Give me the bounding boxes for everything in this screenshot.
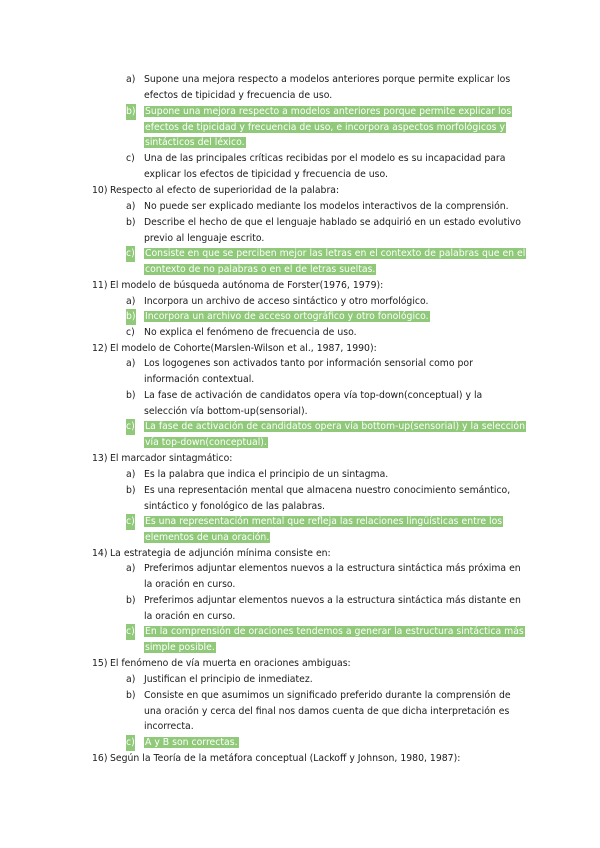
option-label: c): [126, 624, 135, 640]
answer-option: [126, 561, 526, 592]
option-label: c): [126, 419, 135, 435]
question: [92, 451, 522, 467]
question-text: Según la Teoría de la metáfora conceptual (Lackoff y Johnson, 1980, 1987):: [110, 753, 461, 764]
option-text: Supone una mejora respecto a modelos anteriores porque permite explicar los efectos de tipicidad y frecuencia de uso.: [144, 74, 511, 101]
option-label: a): [126, 74, 136, 85]
option-text: Es una representación mental que refleja las relaciones lingüísticas entre los elementos de una oración.: [145, 516, 503, 543]
option-label: b): [126, 217, 136, 228]
option-label: c): [126, 735, 135, 751]
option-label: b): [126, 104, 136, 120]
option-text: Describe el hecho de que el lenguaje hablado se adquirió en un estado evolutivo previo al lenguaje escrito.: [144, 217, 521, 244]
answer-option: [126, 388, 526, 419]
question-text: El fenómeno de vía muerta en oraciones ambiguas:: [110, 658, 351, 669]
answer-option: [126, 672, 526, 688]
option-label: c): [126, 327, 135, 338]
option-label: b): [126, 595, 136, 606]
answer-option: [126, 151, 526, 182]
option-text: Supone una mejora respecto a modelos anteriores porque permite explicar los efectos de tipicidad y frecuencia de uso, e incorpora aspectos morfológicos y sintácticos del léxico.: [145, 106, 512, 149]
question: [92, 183, 522, 199]
option-text: Es la palabra que indica el principio de un sintagma.: [144, 469, 389, 480]
option-text: Incorpora un archivo de acceso sintáctico y otro morfológico.: [144, 296, 429, 307]
answer-option-highlighted: [126, 624, 526, 655]
question: [92, 341, 522, 357]
option-label: a): [126, 674, 136, 685]
option-text: A y B son correctas.: [145, 737, 238, 748]
option-text: Justifican el principio de inmediatez.: [144, 674, 313, 685]
option-label: c): [126, 514, 135, 530]
option-label: b): [126, 485, 136, 496]
option-label: a): [126, 358, 136, 369]
answer-option-highlighted: [126, 246, 526, 277]
option-label: a): [126, 563, 136, 574]
option-text: Es una representación mental que almacena nuestro conocimiento semántico, sintáctico y fonológico de las palabras.: [144, 485, 511, 512]
answer-option: [126, 72, 526, 103]
answer-option: [126, 215, 526, 246]
option-text: Una de las principales críticas recibidas por el modelo es su incapacidad para explicar los efectos de tipicidad y frecuencia de uso.: [144, 153, 506, 180]
option-label: b): [126, 309, 136, 325]
option-label: c): [126, 246, 135, 262]
option-text: Consiste en que asumimos un significado preferido durante la comprensión de una oración y cerca del final nos damos cuenta de que dicha interpretación es incorrecta.: [144, 690, 511, 733]
question-text: La estrategia de adjunción mínima consiste en:: [110, 548, 331, 559]
option-text: Los logogenes son activados tanto por información sensorial como por información contextual.: [144, 358, 473, 385]
question: [92, 751, 522, 767]
option-text: Preferimos adjuntar elementos nuevos a la estructura sintáctica más distante en la oración en curso.: [144, 595, 521, 622]
answer-option-highlighted: [126, 514, 526, 545]
option-text: La fase de activación de candidatos opera vía top-down(conceptual) y la selección vía bottom-up(sensorial).: [144, 390, 483, 417]
question-text: El marcador sintagmático:: [110, 453, 233, 464]
question-number: 13): [92, 453, 108, 464]
question-number: 10): [92, 185, 108, 196]
question-number: 15): [92, 658, 108, 669]
option-label: b): [126, 390, 136, 401]
option-label: b): [126, 690, 136, 701]
question-text: El modelo de búsqueda autónoma de Forster(1976, 1979):: [110, 280, 384, 291]
answer-option: [126, 688, 526, 735]
option-text: Preferimos adjuntar elementos nuevos a la estructura sintáctica más próxima en la oración en curso.: [144, 563, 521, 590]
question: [92, 278, 522, 294]
option-label: a): [126, 469, 136, 480]
option-label: a): [126, 201, 136, 212]
option-text: No puede ser explicado mediante los modelos interactivos de la comprensión.: [144, 201, 509, 212]
answer-option-highlighted: [126, 309, 526, 325]
answer-option-highlighted: [126, 104, 526, 151]
option-text: Consiste en que se perciben mejor las letras en el contexto de palabras que en el contexto de no palabras o en el de letras sueltas.: [145, 248, 526, 275]
answer-option-highlighted: [126, 419, 526, 450]
question-number: 11): [92, 280, 108, 291]
answer-option: [126, 294, 526, 310]
option-text: En la comprensión de oraciones tendemos a generar la estructura sintáctica más simple posible.: [145, 626, 524, 653]
answer-option: [126, 483, 526, 514]
answer-option: [126, 593, 526, 624]
answer-option: [126, 356, 526, 387]
question-number: 16): [92, 753, 108, 764]
question-text: Respecto al efecto de superioridad de la palabra:: [110, 185, 340, 196]
question: [92, 656, 522, 672]
question: [92, 546, 522, 562]
question-number: 14): [92, 548, 108, 559]
answer-option: [126, 325, 526, 341]
option-label: a): [126, 296, 136, 307]
question-number: 12): [92, 343, 108, 354]
option-text: No explica el fenómeno de frecuencia de uso.: [144, 327, 357, 338]
answer-option: [126, 467, 526, 483]
answer-option-highlighted: [126, 735, 526, 751]
option-text: La fase de activación de candidatos opera vía bottom-up(sensorial) y la selección vía top-down(conceptual).: [145, 421, 525, 448]
option-text: Incorpora un archivo de acceso ortográfico y otro fonológico.: [145, 311, 429, 322]
question-text: El modelo de Cohorte(Marslen-Wilson et al., 1987, 1990):: [110, 343, 377, 354]
option-label: c): [126, 153, 135, 164]
answer-option: [126, 199, 526, 215]
